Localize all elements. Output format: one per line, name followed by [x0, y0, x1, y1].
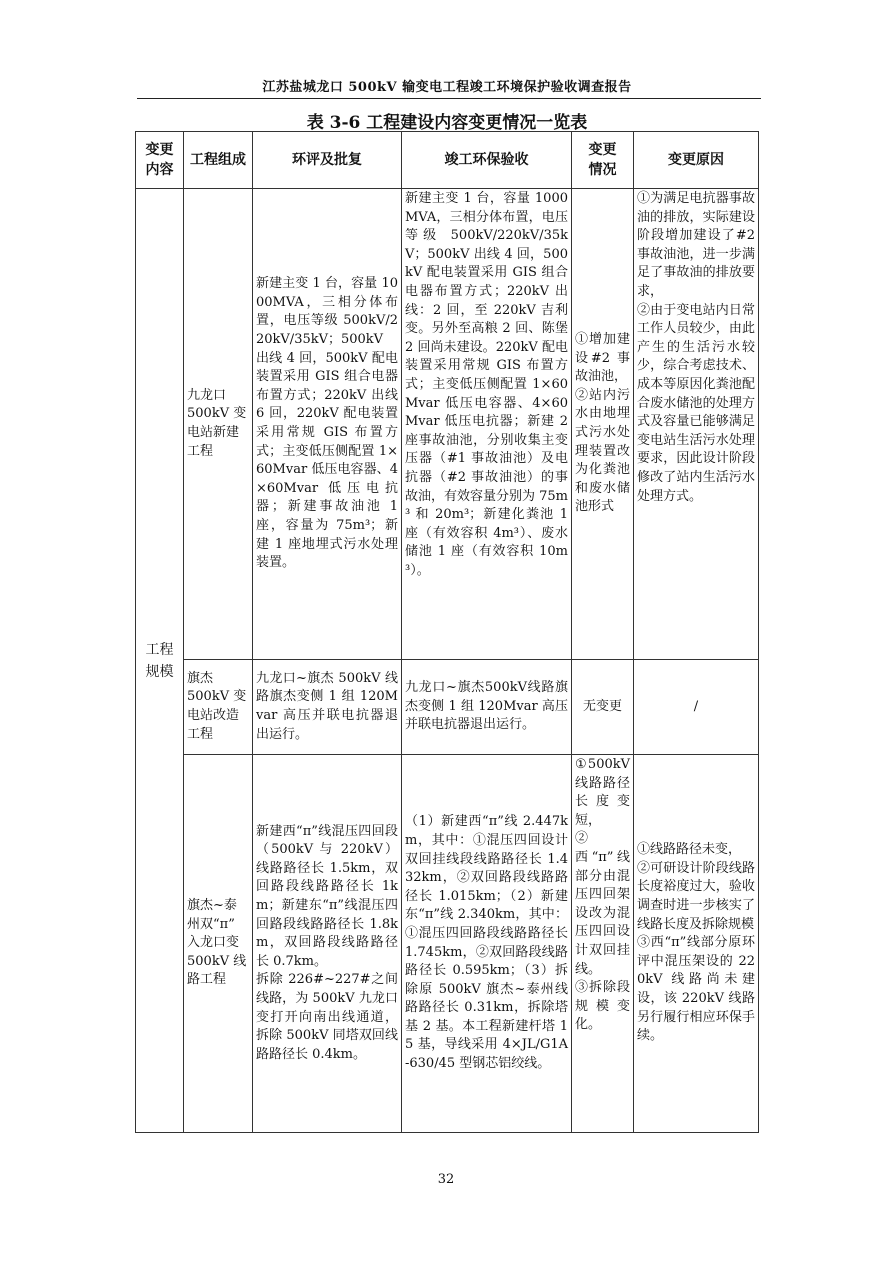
col-header-change-status: 变更 情况	[572, 132, 634, 189]
running-header: 江苏盐城龙口 500kV 输变电工程竣工环境保护验收调查报告	[262, 80, 632, 95]
change-cell: 无变更	[572, 660, 634, 755]
eia-cell: 新建主变 1 台，容量 1000MVA，三相分体布置，电压等级 500kV/220kV/35kV；500kV 出线 4 回，500kV 配电装置采用 GIS 组合电器布置方式；220kV 出线 6 回，220kV 配电装置采用常规 GIS 布置方式；主变低压侧配置 1×60Mvar 低压电容器、4×60Mvar 低压电抗器；新建事故油池 1 座，容量为 75m³；新建 1 座地埋式污水处理装置。	[253, 189, 402, 660]
component-cell: 九龙口 500kV 变 电站新建 工程	[184, 189, 253, 660]
reason-cell: ①线路路径未变， ②可研设计阶段线路长度裕度过大，验收调查时进一步核实了线路长度及拆除规模 ③西“π”线部分原环评中混压架设的 220kV 线路尚未建设，该 220kV 线路另行履行相应环保手续。	[634, 755, 759, 1133]
col-header-change-content: 变更 内容	[136, 132, 184, 189]
reason-cell: ①为满足电抗器事故油的排放，实际建设阶段增加建设了#2 事故油池，进一步满足了事故油的排放要求， ②由于变电站内日常工作人员较少，由此产生的生活污水较少，综合考虑技术、成本等原因化粪池配合废水储池的处理方式及容量已能够满足变电站生活污水处理要求，因此设计阶段修改了站内生活污水处理方式。	[634, 189, 759, 660]
reason-cell: /	[634, 660, 759, 755]
acceptance-cell: 九龙口~旗杰500kV线路旗杰变侧 1 组 120Mvar 高压并联电抗器退出运行。	[402, 660, 572, 755]
table-row	[136, 189, 759, 660]
col-header-reason: 变更原因	[634, 132, 759, 189]
eia-cell: 九龙口~旗杰 500kV 线路旗杰变侧 1 组 120Mvar 高压并联电抗器退出运行。	[253, 660, 402, 755]
component-cell: 旗杰~泰 州双“π” 入龙口变 500kV 线 路工程	[184, 755, 253, 1133]
col-header-acceptance: 竣工环保验收	[402, 132, 572, 189]
change-table	[135, 131, 759, 1133]
category-cell: 工程 规模	[136, 189, 184, 1133]
table-row	[136, 660, 759, 755]
table-header-row	[136, 132, 759, 189]
change-cell: ①500kV 线路路径长度变短， ②西“π”线部分由混压四回架设改为混压四回设计双回挂线。 ③拆除段规模变化。	[572, 755, 634, 1133]
eia-cell: 新建西“π”线混压四回段（500kV 与 220kV）线路路径长 1.5km，双回路段线路路径长 1km；新建东“π”线混压四回路段线路路径长 1.8km，双回路段线路路径长 0.7km。 拆除 226#~227#之间线路，为 500kV 九龙口变打开向南出线通道，拆除 500kV 同塔双回线路路径长 0.4km。	[253, 755, 402, 1133]
component-cell: 旗杰 500kV 变 电站改造 工程	[184, 660, 253, 755]
acceptance-cell: 新建主变 1 台，容量 1000MVA，三相分体布置，电压等级 500kV/220kV/35kV；500kV 出线 4 回，500kV 配电装置采用 GIS 组合电器布置方式；220kV 出线：2 回，至 220kV 吉利变。另外至高粮 2 回、陈堡 2 回尚未建设。220kV 配电装置采用常规 GIS 布置方式；主变低压侧配置 1×60Mvar 低压电容器、4×60Mvar 低压电抗器；新建 2 座事故油池，分别收集主变压器（#1 事故油池）及电抗器（#2 事故油池）的事故油，有效容量分别为 75m³ 和 20m³；新建化粪池 1 座（有效容积 4m³）、废水储池 1 座（有效容积 10m³）。	[402, 189, 572, 660]
change-cell: ①增加建设#2 事故油池， ②站内污水由地埋式污水处理装置改为化粪池和废水储池形式	[572, 189, 634, 660]
header-rule	[137, 98, 761, 99]
page-number: 32	[437, 1172, 455, 1187]
col-header-component: 工程组成	[184, 132, 253, 189]
table-title: 表 3-6 工程建设内容变更情况一览表	[306, 113, 588, 133]
table-row	[136, 755, 759, 1133]
acceptance-cell: （1）新建西“π”线 2.447km，其中：①混压四回设计双回挂线段线路路径长 1.432km，②双回路段线路路径长 1.015km；（2）新建东“π”线 2.340km，其中：①混压四回路段线路路径长 1.745km，②双回路段线路路径长 0.595km；（3）拆除原 500kV 旗杰~泰州线路路径长 0.31km，拆除塔基 2 基。本工程新建杆塔 15 基，导线采用 4×JL/G1A-630/45 型钢芯铝绞线。	[402, 755, 572, 1133]
col-header-eia: 环评及批复	[253, 132, 402, 189]
